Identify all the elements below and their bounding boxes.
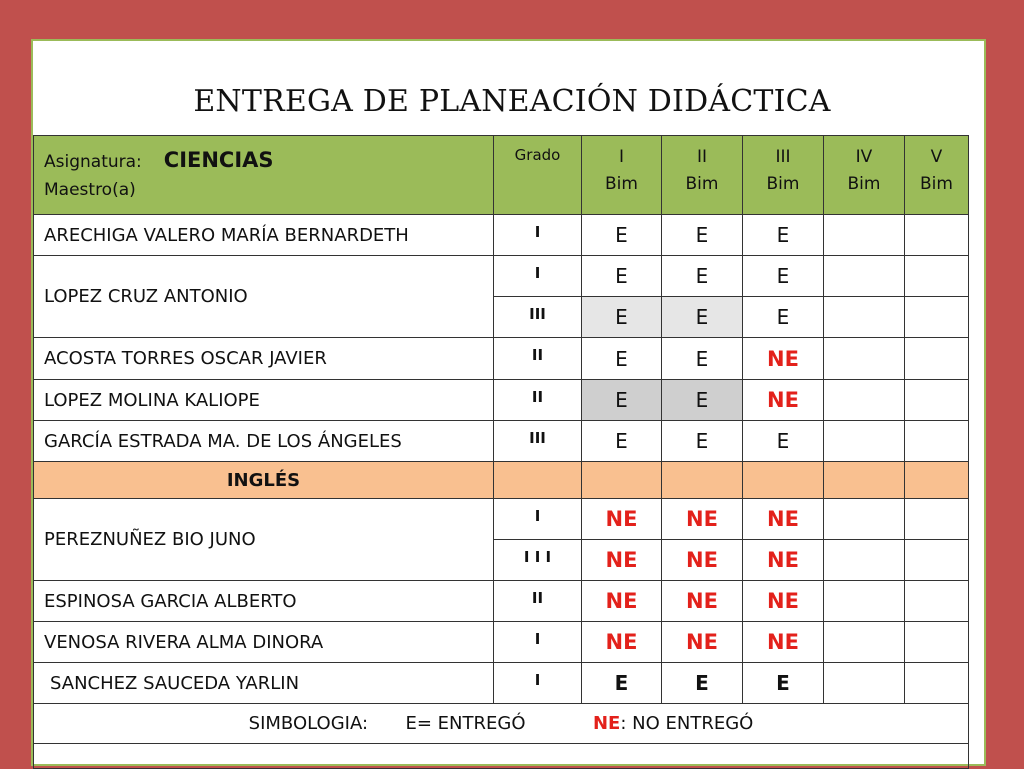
empty-cell [905,380,969,421]
empty-cell [905,540,969,581]
table-row [34,380,969,421]
status-cell: E [743,297,824,338]
legend-ne-key: NE [592,713,621,734]
teacher-name: ACOSTA TORRES OSCAR JAVIER [34,338,494,380]
status-cell: NE [662,622,743,663]
legend-cell [34,704,969,744]
empty-cell [824,540,905,581]
teacher-name: VENOSA RIVERA ALMA DINORA [34,622,494,663]
section-row-ingles [34,462,969,499]
empty-cell [905,663,969,704]
status-cell: E [582,663,662,704]
empty-cell [494,462,582,499]
status-cell: NE [662,499,743,540]
empty-cell [582,462,662,499]
empty-cell [905,297,969,338]
status-cell: E [662,297,743,338]
bim-header-3: III Bim [743,136,824,215]
empty-cell [905,462,969,499]
empty-cell [905,256,969,297]
status-cell: E [743,256,824,297]
teacher-name: SANCHEZ SAUCEDA YARLIN [34,663,494,704]
empty-cell [824,338,905,380]
status-cell: NE [743,622,824,663]
maestro-label: Maestro(a) [44,180,136,200]
empty-cell [824,256,905,297]
empty-cell [824,622,905,663]
empty-cell [824,380,905,421]
grado-cell: I I I [494,540,582,581]
table-row [34,663,969,704]
status-cell: E [582,338,662,380]
status-cell: E [662,663,743,704]
empty-cell [905,581,969,622]
grado-cell: II [494,338,582,380]
page-title: ENTREGA DE PLANEACIÓN DIDÁCTICA [193,84,831,119]
status-cell: E [582,297,662,338]
section-title: INGLÉS [34,462,494,499]
subject-cell [34,136,494,215]
status-cell: E [582,256,662,297]
teacher-name: ARECHIGA VALERO MARÍA BERNARDETH [34,215,494,256]
bim-header-2: II Bim [662,136,743,215]
status-cell: E [582,380,662,421]
status-cell: E [743,215,824,256]
teacher-name: LOPEZ CRUZ ANTONIO [34,256,494,338]
grado-cell: I [494,622,582,663]
status-cell: E [662,421,743,462]
empty-cell [824,297,905,338]
grado-cell: III [494,421,582,462]
status-cell: NE [582,499,662,540]
teacher-name: LOPEZ MOLINA KALIOPE [34,380,494,421]
status-cell: NE [662,581,743,622]
grado-cell: I [494,499,582,540]
status-cell: NE [582,622,662,663]
teacher-name: PEREZNUÑEZ BIO JUNO [34,499,494,581]
teacher-name: ESPINOSA GARCIA ALBERTO [34,581,494,622]
status-cell: NE [743,499,824,540]
empty-cell [743,462,824,499]
asignatura-label: Asignatura: [44,152,142,172]
bim-header-5: V Bim [905,136,969,215]
table-row [34,499,969,540]
table-row [34,256,969,297]
table-row [34,338,969,380]
subject-name: CIENCIAS [163,148,274,172]
grado-header: Grado [494,136,582,215]
status-cell: NE [743,338,824,380]
status-cell: NE [582,581,662,622]
empty-cell [905,215,969,256]
status-cell: E [662,380,743,421]
empty-cell [905,499,969,540]
grado-cell: II [494,581,582,622]
legend-label: SIMBOLOGIA: [248,713,369,734]
teacher-name: GARCÍA ESTRADA MA. DE LOS ÁNGELES [34,421,494,462]
status-cell: E [662,256,743,297]
empty-cell [905,338,969,380]
legend-e: E= ENTREGÓ [405,713,526,734]
empty-cell [824,421,905,462]
table-row [34,215,969,256]
table-row [34,421,969,462]
status-cell: E [743,421,824,462]
status-cell: NE [743,540,824,581]
blank-cell [34,744,969,769]
planning-table [33,135,969,769]
empty-cell [824,462,905,499]
empty-cell [824,215,905,256]
table-row [34,581,969,622]
empty-cell [824,581,905,622]
empty-cell [824,663,905,704]
empty-cell [662,462,743,499]
grado-cell: I [494,663,582,704]
table-row [34,622,969,663]
status-cell: NE [743,581,824,622]
grado-cell: II [494,380,582,421]
status-cell: E [582,421,662,462]
bim-header-4: IV Bim [824,136,905,215]
status-cell: E [582,215,662,256]
legend-row [34,704,969,744]
empty-cell [824,499,905,540]
status-cell: NE [743,380,824,421]
empty-cell [905,421,969,462]
empty-cell [905,622,969,663]
status-cell: NE [662,540,743,581]
bim-header-1: I Bim [582,136,662,215]
status-cell: E [743,663,824,704]
grado-cell: III [494,297,582,338]
grado-cell: I [494,256,582,297]
status-cell: E [662,215,743,256]
blank-row [34,744,969,769]
grado-cell: I [494,215,582,256]
status-cell: NE [582,540,662,581]
legend-ne-text: : NO ENTREGÓ [620,713,754,734]
header-row [34,136,969,215]
status-cell: E [662,338,743,380]
